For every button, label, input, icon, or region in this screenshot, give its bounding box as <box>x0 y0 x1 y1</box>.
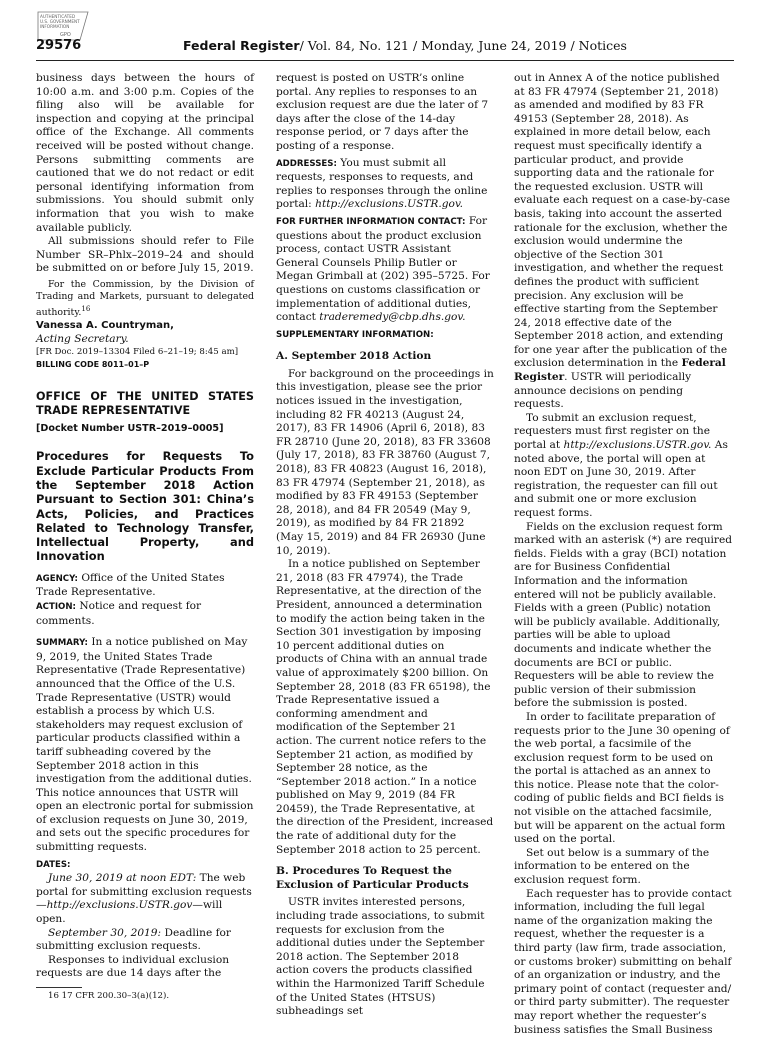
date-deadline: September 30, 2019: Deadline for submitting exclusion requests. <box>36 926 231 953</box>
svg-text:U.S. GOVERNMENT: U.S. GOVERNMENT <box>40 19 80 24</box>
fields-paragraph: Fields on the exclusion request form marked with an asterisk (*) are required fields. Fields with a gray (BCI) notation are for Business Confidential Information and the information entered will not be publicly available. Fields with a green (Public) notation will be publicly available. Additionally, parties will be able to upload documents and indicate whether the documents are BCI or public. Requesters will be able to review the public version of their submission before the submission is posted. <box>514 520 733 710</box>
signer-name: Vanessa A. Countryman, <box>36 320 174 332</box>
agency-heading: OFFICE OF THE UNITED STATES TRADE REPRESENTATIVE <box>36 389 254 417</box>
page-number: 29576 <box>36 38 82 53</box>
registration-link[interactable]: http://exclusions.USTR.gov. <box>563 439 712 452</box>
commission-line: For the Commission, by the Division of Trading and Markets, pursuant to delegated authority.$^{16}$ <box>36 278 254 319</box>
summary-intro-paragraph: Set out below is a summary of the information to be entered on the exclusion request form. <box>514 846 710 887</box>
column-2 <box>276 72 494 1019</box>
contact-paragraph: FOR FURTHER INFORMATION CONTACT: For questions about the product exclusion process, contact USTR Assistant General Counsels Philip Butler or Megan Grimball at (202) 395–5725. For questions on customs classification or implementation of additional duties, contact traderemedy@cbp.dhs.gov. <box>276 214 490 324</box>
column-1 <box>36 72 254 1002</box>
issue-info: / Vol. 84, No. 121 / Monday, June 24, 2019 / Notices <box>299 38 627 53</box>
summary-paragraph: SUMMARY: In a notice published on May 9, 2019, the United States Trade Representative (Trade Representative) announced that the Office of the U.S. Trade Representative (USTR) would establish a process by which U.S. stakeholders may request exclusion of particular products classified within a tariff subheading covered by the September 2018 action in this investigation from the additional duties. This notice announces that USTR will open an electronic portal for submission of exclusion requests on June 30, 2019, and sets out the specific procedures for submitting requests. <box>36 636 254 854</box>
action-line: ACTION: Notice and request for comments. <box>36 599 202 627</box>
date-responses: Responses to individual exclusion requests are due 14 days after the <box>36 953 230 980</box>
registration-paragraph: To submit an exclusion request, requesters must first register on the portal at http://exclusions.USTR.gov. As noted above, the portal will open at noon EDT on June 30, 2019. After registration, the requester can fill out and submit one or more exclusion request forms. <box>514 411 728 519</box>
response-paragraph: request is posted on USTR’s online portal. Any replies to responses to an exclusion request are due the later of 7 days after the close of the 14-day response period, or 7 days after the posting of a response. <box>276 72 489 152</box>
fr-doc-line: [FR Doc. 2019–13304 Filed 6–21–19; 8:45 am] <box>36 347 239 358</box>
column-3 <box>514 72 732 1037</box>
federal-register-ref: Federal Register <box>514 357 726 384</box>
notice-title: Procedures for Requests To Exclude Particular Products From the September 2018 Action Pursuant to Section 301: China’s Acts, Policies, and Practices Related to Technology Transfer, Intellectual Property, and Innovation <box>36 449 254 564</box>
publication-name: Federal Register <box>183 38 300 53</box>
annex-paragraph: out in Annex A of the notice published at 83 FR 47974 (September 21, 2018) as amended and modified by 83 FR 49153 (September 28, 2018). As explained in more detail below, each request must specifically identify a particular product, and provide supporting data and the rationale for the requested exclusion. USTR will evaluate each request on a case-by-case basis, taking into account the asserted rationale for the exclusion, whether the exclusion would undermine the objective of the Section 301 investigation, and whether the request defines the product with sufficient precision. Any exclusion will be effective starting from the September 24, 2018 effective date of the September 2018 action, and extending for one year after the publication of the exclusion determination in the Federal Register. USTR will periodically announce decisions on pending requests. <box>514 72 731 411</box>
facsimile-paragraph: In order to facilitate preparation of requests prior to the June 30 opening of the web portal, a facsimile of the exclusion request form to be used on the portal is attached as an annex to this notice. Please note that the color-coding of public fields and BCI fields is not visible on the attached facsimile, but will be apparent on the actual form used on the portal. <box>514 710 730 846</box>
section-a-paragraph-1: For background on the proceedings in this investigation, please see the prior notices issued in the investigation, including 82 FR 40213 (August 24, 2017), 83 FR 14906 (April 6, 2018), 83 FR 28710 (June 20, 2018), 83 FR 33608 (July 17, 2018), 83 FR 38760 (August 7, 2018), 83 FR 40823 (August 16, 2018), 83 FR 47974 (September 21, 2018), as modified by 83 FR 49153 (September 28, 2018), and 84 FR 20549 (May 9, 2019), as modified by 84 FR 21892 (May 15, 2019) and 84 FR 26930 (June 10, 2019). <box>276 367 494 557</box>
signer-title: Acting Secretary. <box>36 332 129 345</box>
agency-line: AGENCY: Office of the United States Trade Representative. <box>36 571 225 599</box>
portal-link[interactable]: http://exclusions.USTR.gov <box>46 899 193 912</box>
docket-number: [Docket Number USTR–2019–0005] <box>36 422 224 434</box>
dates-label: DATES: <box>36 859 71 870</box>
addresses-link[interactable]: http://exclusions.USTR.gov. <box>315 198 464 211</box>
contact-info-paragraph: Each requester has to provide contact information, including the full legal name of the organization making the request, whether the requester is a third party (law firm, trade association, or customs broker) submitting on behalf of an organization or industry, and the primary point of contact (requester and/ or third party submitter). The requester may report whether the requester’s business satisfies the Small Business <box>514 887 732 1036</box>
contact-email-link[interactable]: traderemedy@cbp.dhs.gov. <box>319 311 466 324</box>
file-number-paragraph: All submissions should refer to File Number SR–Phlx–2019–24 and should be submitted on or before July 15, 2019. <box>36 235 254 275</box>
comment-paragraph: business days between the hours of 10:00 a.m. and 3:00 p.m. Copies of the filing also will be available for inspection and copying at the principal office of the Exchange. All comments received will be posted without change. Persons submitting comments are cautioned that we do not redact or edit personal identifying information from submissions. You should submit only information that you wish to make available publicly. <box>36 72 254 234</box>
addresses-paragraph: ADDRESSES: You must submit all requests, responses to requests, and replies to responses through the online portal: http://exclusions.USTR.gov. <box>276 156 488 211</box>
footnote-rule <box>36 987 82 988</box>
svg-text:AUTHENTICATED: AUTHENTICATED <box>40 14 76 19</box>
svg-text:INFORMATION: INFORMATION <box>40 24 70 29</box>
date-portal-open: June 30, 2019 at noon EDT: The web portal for submitting exclusion requests—http://exclusions.USTR.gov—will open. <box>36 872 252 926</box>
section-b-heading: B. Procedures To Request the Exclusion of Particular Products <box>276 865 469 891</box>
section-b-paragraph-1: USTR invites interested persons, including trade associations, to submit requests for exclusion from the additional duties under the September 2018 action. The September 2018 action covers the products classified within the Harmonized Tariff Schedule of the United States (HTSUS) subheadings set <box>276 896 485 1018</box>
running-header <box>183 38 627 53</box>
section-a-paragraph-2: In a notice published on September 21, 2018 (83 FR 47974), the Trade Representative, at the direction of the President, announced a determination to modify the action being taken in the Section 301 investigation by imposing 10 percent additional duties on products of China with an annual trade value of approximately $200 billion. On September 28, 2018 (83 FR 65198), the Trade Representative issued a conforming amendment and modification of the September 21 action. The current notice refers to the September 21 action, as modified by September 28 notice, as the “September 2018 action.” In a notice published on May 9, 2019 (84 FR 20459), the Trade Representative, at the direction of the President, increased the rate of additional duty for the September 2018 action to 25 percent. <box>276 558 494 856</box>
section-a-heading: A. September 2018 Action <box>276 350 432 363</box>
svg-text:GPO: GPO <box>60 32 71 38</box>
billing-code: BILLING CODE 8011–01–P <box>36 360 150 370</box>
footnote: 16 17 CFR 200.30–3(a)(12). <box>48 991 170 1001</box>
footnote-ref: 16 <box>81 304 91 313</box>
supplementary-label: SUPPLEMENTARY INFORMATION: <box>276 329 434 340</box>
header-rule <box>36 60 734 61</box>
